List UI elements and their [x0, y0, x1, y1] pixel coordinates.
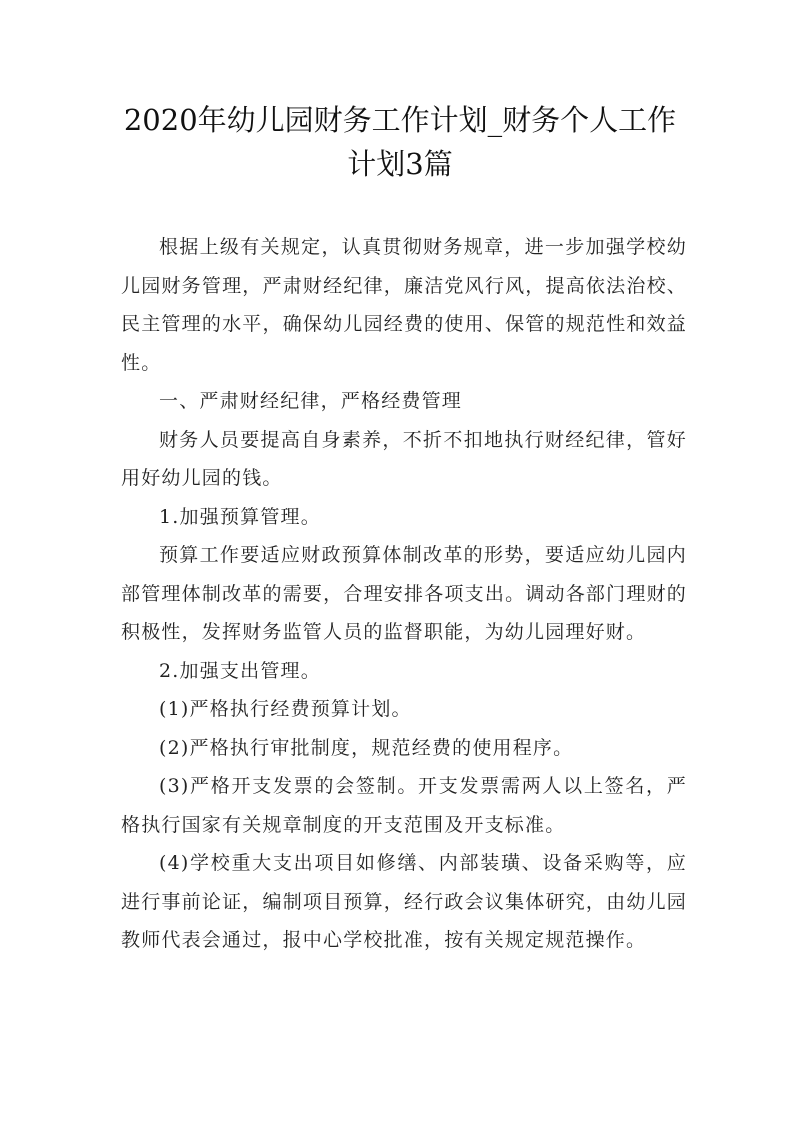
item-heading-expense: 2.加强支出管理。 [159, 659, 321, 682]
document-title [100, 98, 700, 186]
paragraph-intro: 根据上级有关规定，认真贯彻财务规章，进一步加强学校幼儿园财务管理，严肃财经纪律，廉洁党风行风，提高依法治校、民主管理的水平，确保幼儿园经费的使用、保管的规范性和效益性。 [121, 236, 687, 374]
title-line-1: 2020年幼儿园财务工作计划_财务个人工作 [123, 103, 677, 137]
document-body [121, 228, 687, 960]
list-item-1: (1)严格执行经费预算计划。 [159, 698, 412, 720]
list-item-3: (3)严格开支发票的会签制。开支发票需两人以上签名，严格执行国家有关规章制度的开支范围及开支标准。 [121, 775, 687, 836]
section-heading-1: 一、严肃财经纪律，严格经费管理 [159, 390, 463, 412]
item-heading-budget: 1.加强预算管理。 [159, 505, 321, 528]
title-line-2: 计划3篇 [347, 147, 453, 181]
paragraph-budget: 预算工作要适应财政预算体制改革的形势，要适应幼儿园内部管理体制改革的需要，合理安排各项支出。调动各部门理财的积极性，发挥财务监管人员的监督职能，为幼儿园理好财。 [121, 544, 687, 643]
list-item-4: (4)学校重大支出项目如修缮、内部装璜、设备采购等，应进行事前论证，编制项目预算，经行政会议集体研究，由幼儿园教师代表会通过，报中心学校批准，按有关规定规范操作。 [121, 852, 687, 951]
paragraph-staff: 财务人员要提高自身素养，不折不扣地执行财经纪律，管好用好幼儿园的钱。 [121, 428, 687, 489]
list-item-2: (2)严格执行审批制度，规范经费的使用程序。 [159, 736, 574, 759]
